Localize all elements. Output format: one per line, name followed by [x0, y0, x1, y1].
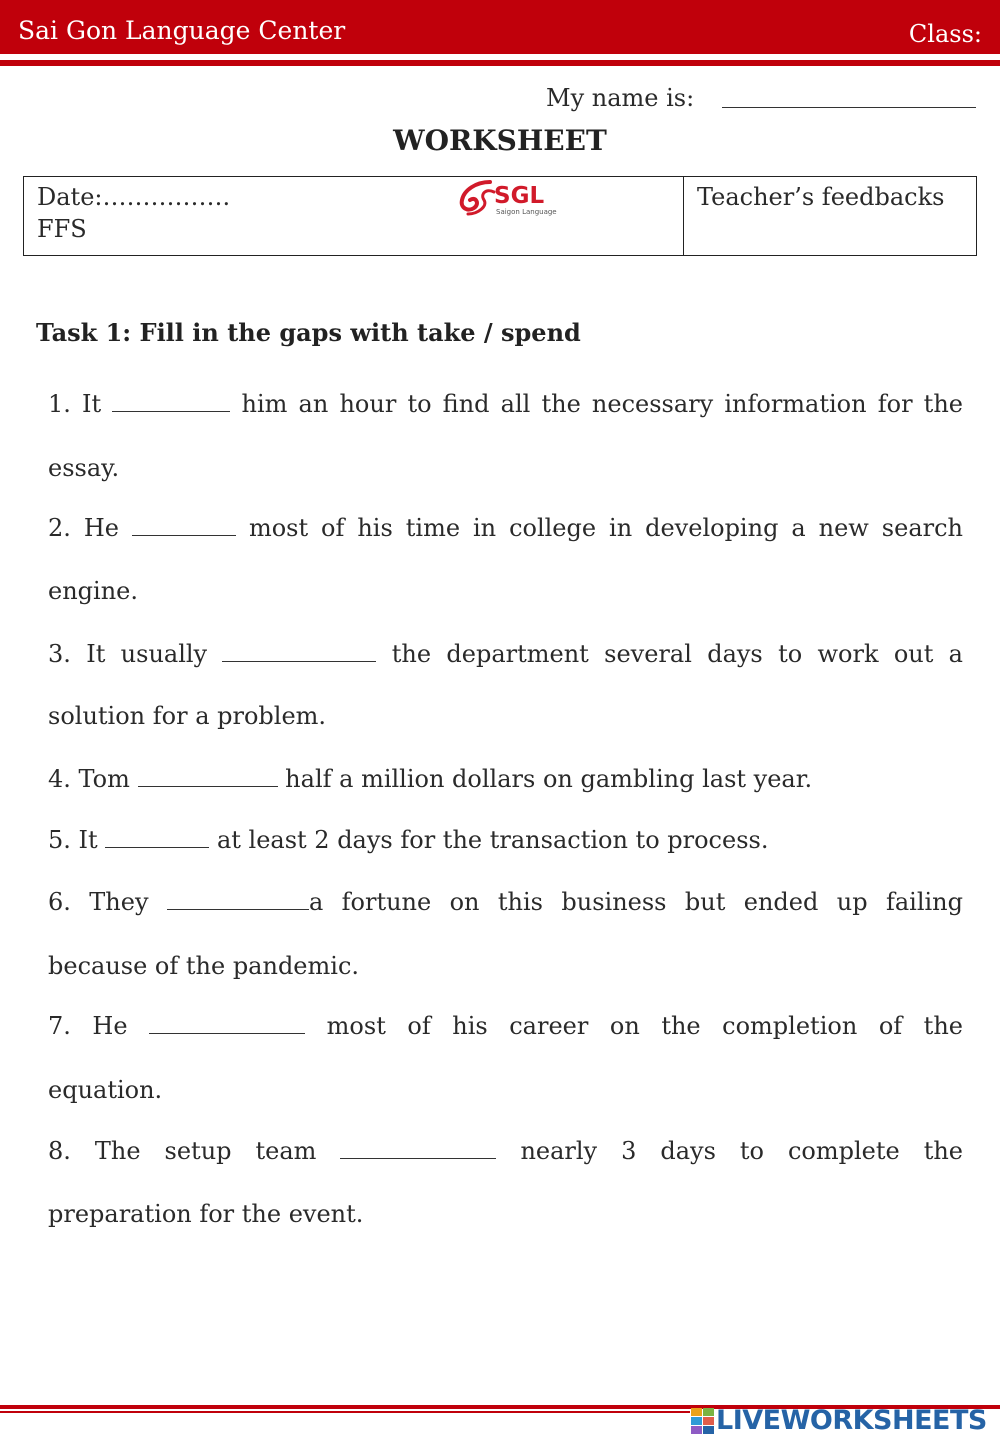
table-divider — [683, 177, 684, 255]
name-label: My name is: — [546, 84, 695, 112]
footer-rule-thin — [0, 1411, 690, 1413]
class-label: Class: — [908, 20, 982, 48]
logo-text: SGL — [494, 183, 545, 209]
liveworksheets-brand: LIVEWORKSHEETS — [716, 1405, 987, 1436]
question-6-line-1: 6. They a fortune on this business but ended up failing — [48, 888, 963, 916]
answer-blank-1[interactable] — [112, 393, 230, 412]
answer-blank-7[interactable] — [149, 1015, 305, 1034]
center-name: Sai Gon Language Center — [18, 16, 346, 45]
question-5-line-1: 5. It at least 2 days for the transaction to process. — [48, 826, 769, 854]
info-table — [23, 176, 977, 256]
question-7-line-2: equation. — [48, 1076, 163, 1104]
question-2-line-2: engine. — [48, 577, 138, 605]
liveworksheets-logo[interactable] — [690, 1405, 987, 1436]
question-1-line-1: 1. It him an hour to find all the necessary information for the — [48, 390, 963, 418]
answer-blank-4[interactable] — [138, 768, 278, 787]
worksheet-title: WORKSHEET — [393, 124, 607, 157]
question-8-line-2: preparation for the event. — [48, 1200, 364, 1228]
question-3-line-2: solution for a problem. — [48, 702, 327, 730]
question-1-line-2: essay. — [48, 454, 120, 482]
logo-subtext: Saigon Language — [496, 208, 557, 216]
question-3-line-1: 3. It usually the department several days to work out a — [48, 640, 963, 668]
liveworksheets-icon — [690, 1406, 716, 1436]
task-heading: Task 1: Fill in the gaps with take / spend — [36, 318, 581, 347]
ffs-label: FFS — [37, 215, 87, 243]
question-4-line-1: 4. Tom half a million dollars on gambling last year. — [48, 765, 813, 793]
sgl-logo — [454, 176, 584, 228]
header-rule — [0, 60, 1000, 66]
teacher-feedback-label: Teacher’s feedbacks — [697, 183, 945, 211]
answer-blank-2[interactable] — [132, 517, 236, 536]
question-6-line-2: because of the pandemic. — [48, 952, 360, 980]
date-field: Date:……………. — [37, 183, 231, 211]
question-7-line-1: 7. He most of his career on the completion of the — [48, 1012, 963, 1040]
name-field[interactable] — [722, 107, 976, 108]
answer-blank-5[interactable] — [105, 829, 209, 848]
answer-blank-8[interactable] — [340, 1140, 496, 1159]
logo-swirl-icon — [462, 182, 494, 214]
answer-blank-6[interactable] — [167, 891, 309, 910]
question-2-line-1: 2. He most of his time in college in developing a new search — [48, 514, 964, 542]
header-bar — [0, 0, 1000, 54]
question-8-line-1: 8. The setup team nearly 3 days to complete the — [48, 1137, 964, 1165]
answer-blank-3[interactable] — [222, 643, 376, 662]
